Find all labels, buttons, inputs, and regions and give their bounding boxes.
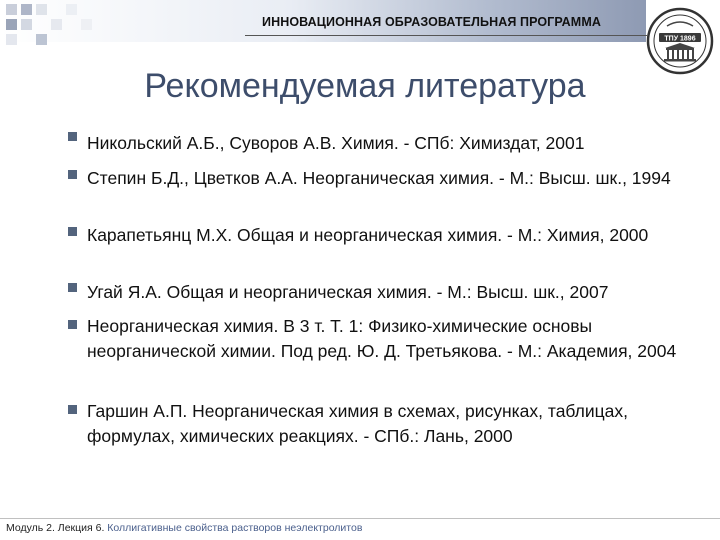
reference-text: Никольский А.Б., Суворов А.В. Химия. - СПб: Химиздат, 2001 <box>87 133 585 153</box>
footer-divider <box>0 518 720 519</box>
footer-topic: Коллигативные свойства растворов неэлектролитов <box>107 522 363 534</box>
footer <box>6 522 362 534</box>
slide-title: Рекомендуемая литература <box>144 67 586 105</box>
footer-module: Модуль 2. Лекция 6. <box>6 522 105 534</box>
decorative-square <box>6 19 17 30</box>
decorative-square <box>6 4 17 15</box>
decorative-square <box>6 34 17 45</box>
reference-text: Степин Б.Д., Цветков А.А. Неорганическая химия. - М.: Высш. шк., 1994 <box>87 168 671 188</box>
svg-text:ТПУ 1896: ТПУ 1896 <box>664 35 696 43</box>
decorative-square <box>51 19 62 30</box>
square-bullet-icon <box>68 320 77 329</box>
header-divider <box>245 35 647 36</box>
square-bullet-icon <box>68 283 77 292</box>
square-bullet-icon <box>68 405 77 414</box>
reference-text: Карапетьянц М.Х. Общая и неорганическая химия. - М.: Химия, 2000 <box>87 225 649 245</box>
decorative-square <box>21 19 32 30</box>
decorative-square <box>36 4 47 15</box>
square-bullet-icon <box>68 227 77 236</box>
reference-text: Неорганическая химия. В 3 т. Т. 1: Физико-химические основы неорганической химии. Под ред. Ю. Д. Третьякова. - М.: Академия, 2004 <box>87 316 677 361</box>
decorative-square <box>81 19 92 30</box>
decorative-square <box>21 4 32 15</box>
decorative-square <box>66 4 77 15</box>
university-seal-icon <box>645 6 715 76</box>
decorative-square <box>36 34 47 45</box>
square-bullet-icon <box>68 170 77 179</box>
university-logo <box>645 6 715 76</box>
reference-text: Угай Я.А. Общая и неорганическая химия. - М.: Высш. шк., 2007 <box>87 282 609 302</box>
reference-text: Гаршин А.П. Неорганическая химия в схемах, рисунках, таблицах, формулах, химических реакциях. - СПб.: Лань, 2000 <box>87 401 629 446</box>
square-bullet-icon <box>68 132 77 141</box>
program-title: ИННОВАЦИОННАЯ ОБРАЗОВАТЕЛЬНАЯ ПРОГРАММА <box>262 15 601 29</box>
